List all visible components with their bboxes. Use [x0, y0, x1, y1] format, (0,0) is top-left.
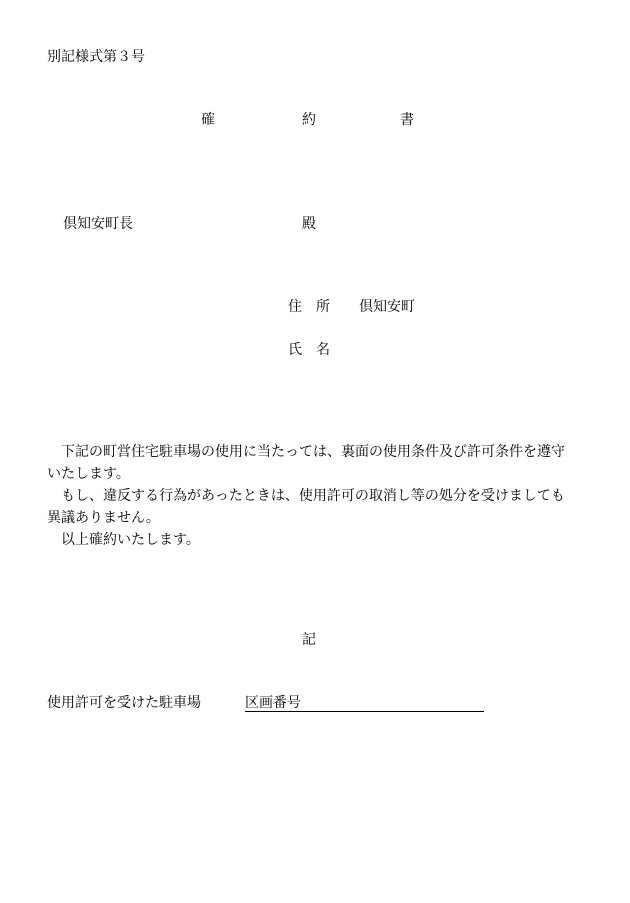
body-line: 以上確約いたします。	[47, 532, 200, 548]
document-title-char-3: 書	[400, 112, 414, 128]
body-line: もし、違反する行為があったときは、使用許可の取消し等の処分を受けましても	[47, 488, 565, 504]
addressee-name: 倶知安町長	[63, 216, 133, 232]
document-title-char-2: 約	[302, 112, 316, 128]
lot-number-field	[245, 695, 484, 712]
ki-heading: 記	[302, 632, 316, 648]
body-line: 下記の町営住宅駐車場の使用に当たっては、裏面の使用条件及び許可条件を遵守	[47, 444, 565, 460]
body-line: 異議ありません。	[47, 510, 160, 526]
address-value: 倶知安町	[359, 299, 415, 315]
document-title-char-1: 確	[201, 112, 215, 128]
addressee-honorific: 殿	[302, 216, 316, 232]
form-number: 別記様式第３号	[47, 49, 145, 65]
body-line: いたします。	[47, 466, 130, 482]
parking-label: 使用許可を受けた駐車場	[47, 695, 201, 711]
address-label: 住 所	[288, 299, 330, 315]
lot-number-label: 区画番号	[245, 695, 301, 711]
pledge-body-text	[47, 441, 587, 551]
name-label: 氏 名	[288, 342, 330, 358]
